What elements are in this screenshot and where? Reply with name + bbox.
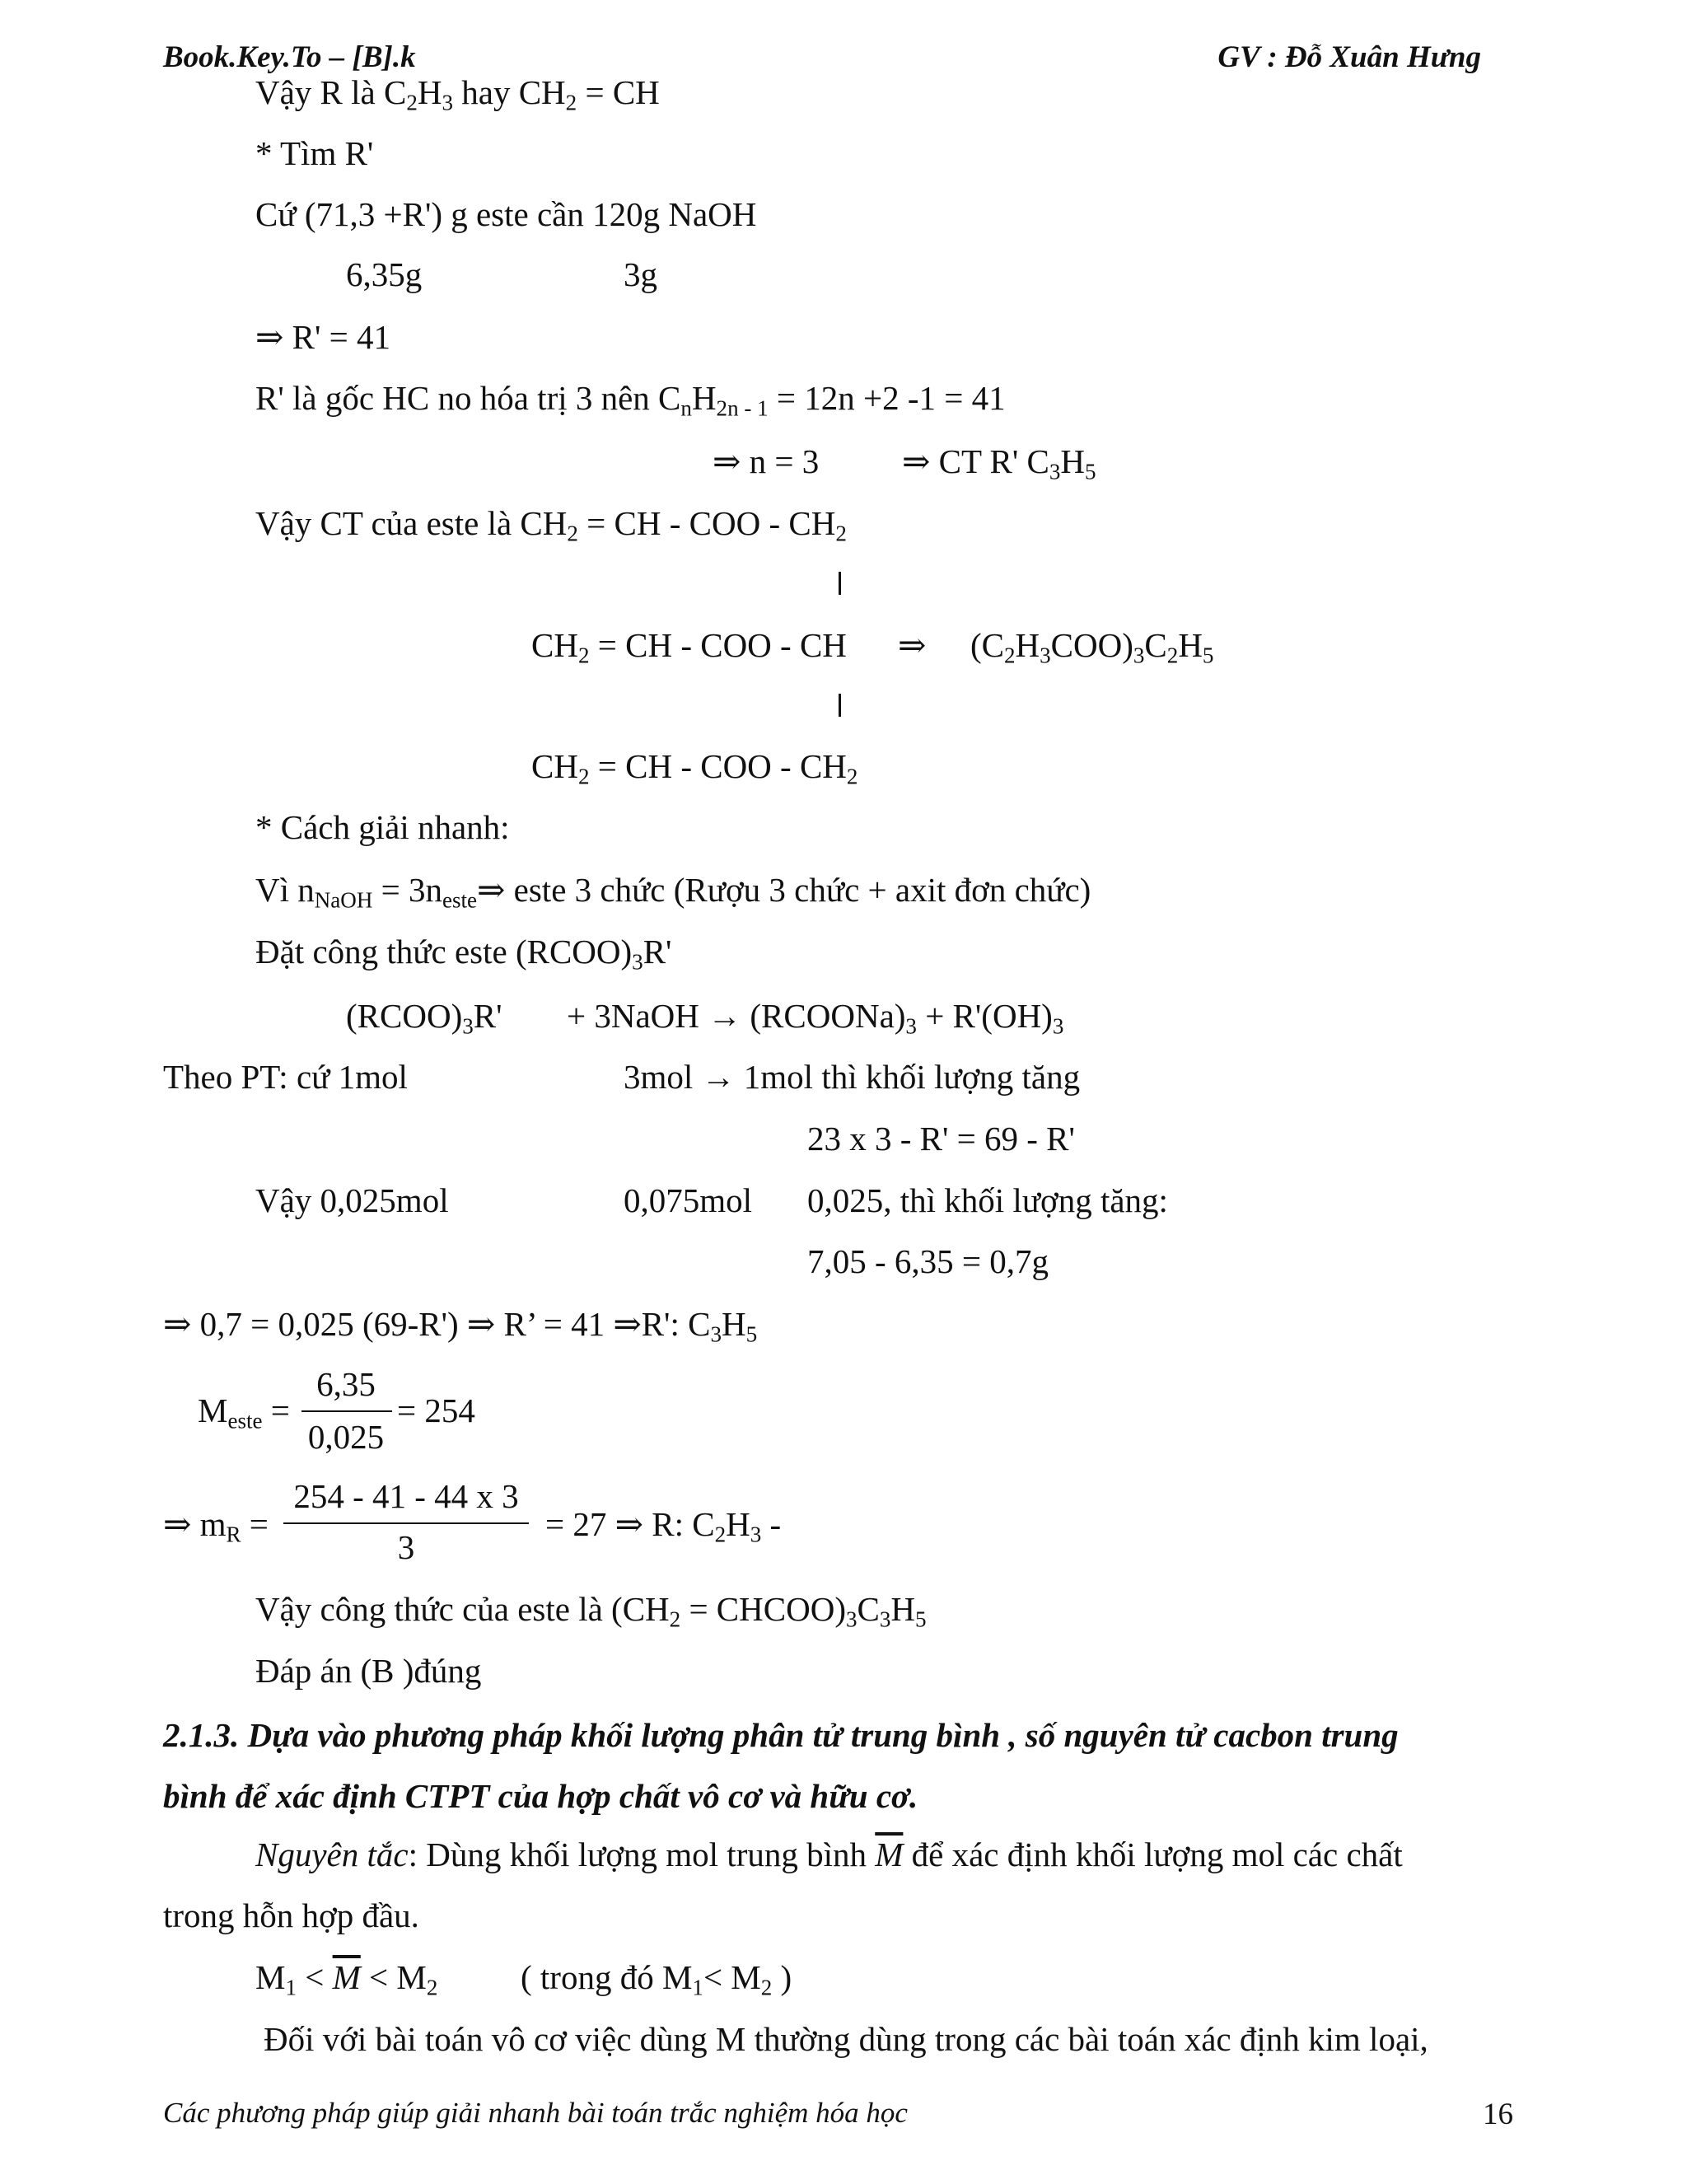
line-naoh-mol: 0,075mol xyxy=(624,1181,753,1219)
line-ester-structure-2: $CH_2$ = CH - COO - CH xyxy=(531,626,847,668)
m-ester-fraction-bar xyxy=(301,1410,392,1412)
line-increase-desc: 0,025, thì khối lượng tăng: xyxy=(807,1181,1168,1219)
line-final-formula: Vậy công thức của este là ($CH_2$ = $CHCOO)_3C_3H_5$ xyxy=(255,1590,927,1632)
section-heading-line-2: bình để xác định CTPT của hợp chất vô cơ và hữu cơ. xyxy=(163,1777,918,1815)
line-naoh-ratio: Vì $n_{NaOH}$ = $3n_{este}\Rightarrow$ este 3 chức (Rượu 3 chức + axit đơn chức) xyxy=(255,871,1091,913)
line-according-to-equation: Theo PT: cứ 1mol xyxy=(163,1058,408,1096)
line-r-prime-41: ⇒ R' = 41 xyxy=(255,318,390,356)
equation-reactant: $(RCOO)_3R'$ xyxy=(346,997,502,1039)
line-so-mol: Vậy 0,025mol xyxy=(255,1181,449,1219)
m-ester-denominator: 0,025 xyxy=(307,1418,385,1456)
inequality-note: ( trong đó $M_1< M_2$ ) xyxy=(521,1958,792,2000)
m-ester-label: $M_{este}$ = xyxy=(198,1391,290,1433)
ester-condensed-formula: $(C_2H_3COO)_3C_2H_5$ xyxy=(970,626,1214,668)
m-r-label: ⇒ $m_R$ = xyxy=(163,1505,269,1547)
line-r-prime-formula: R' là gốc HC no hóa trị 3 nên $C_nH_{2n - 1} = 12n +2$ -1 = 41 xyxy=(255,379,1006,421)
line-n-equals-3: ⇒ n = 3 xyxy=(713,442,820,480)
line-r-prime-result: ⇒ 0,7 = 0,025 (69-R') ⇒ R’ = 41 ⇒R': $C_3H_5$ xyxy=(163,1305,758,1347)
line-mass-increase: 3mol → 1mol thì khối lượng tăng xyxy=(624,1058,1081,1096)
header-right: GV : Đỗ Xuân Hưng xyxy=(1217,40,1481,74)
paragraph-inorganic: Đối với bài toán vô cơ việc dùng M thường dùng trong các bài toán xác định kim loại, xyxy=(264,2020,1428,2058)
m-r-result: = 27 ⇒ R: $C_2H_3$ - xyxy=(545,1505,782,1547)
section-heading-line-1: 2.1.3. Dựa vào phương pháp khối lượng phân tử trung bình , số nguyên tử cacbon trung xyxy=(163,1716,1399,1754)
line-r-is-c2h3: Vậy R là $C_2H_3$ hay $CH_2$ = CH xyxy=(255,73,660,115)
implies-arrow: ⇒ xyxy=(898,626,927,664)
m-ester-numerator: 6,35 xyxy=(316,1365,376,1403)
line-increase-calc: 7,05 - 6,35 = 0,7g xyxy=(807,1242,1049,1280)
footer-title: Các phương pháp giúp giải nhanh bài toán trắc nghiệm hóa học xyxy=(163,2097,908,2129)
line-increase-value: 23 x 3 - R' = 69 - R' xyxy=(807,1120,1075,1157)
bond-line-1 xyxy=(839,572,841,595)
m-r-denominator: 3 xyxy=(397,1528,415,1566)
line-ct-r-prime: ⇒ CT R' $C_3H_5$ xyxy=(902,442,1096,484)
line-mass-ester: 6,35g xyxy=(346,255,423,293)
header-left: Book.Key.To – [B].k xyxy=(163,40,416,74)
line-mass-naoh: 3g xyxy=(624,255,657,293)
principle-line-1: Nguyên tắc: Dùng khối lượng mol trung bình $\overline{M}$ để xác định khối lượng mol các chất xyxy=(255,1836,1403,1873)
inequality: $M_1 < \overline{M} < M_2$ xyxy=(255,1958,438,2000)
line-ester-structure-1: Vậy CT của este là $CH_2$ = CH - COO - $CH_2$ xyxy=(255,504,847,546)
equation-rest: + 3NaOH → $(RCOONa)_3 + R'(OH)_3$ xyxy=(567,997,1064,1039)
line-ester-structure-3: $CH_2$ = CH - COO - $CH_2$ xyxy=(531,747,858,789)
principle-line-2: trong hỗn hợp đầu. xyxy=(163,1896,419,1934)
page-number: 16 xyxy=(1483,2097,1513,2131)
line-answer: Đáp án (B )đúng xyxy=(255,1652,482,1690)
line-ratio: Cứ (71,3 +R') g este cần 120g NaOH xyxy=(255,195,757,233)
m-r-fraction-bar xyxy=(283,1522,529,1524)
m-ester-result: = 254 xyxy=(397,1391,475,1429)
m-r-numerator: 254 - 41 - 44 x 3 xyxy=(293,1477,519,1515)
line-find-r-prime: * Tìm R' xyxy=(255,134,374,172)
line-quick-method: * Cách giải nhanh: xyxy=(255,808,510,846)
bond-line-2 xyxy=(839,694,841,717)
line-set-formula: Đặt công thức este $(RCOO)_3R'$ xyxy=(255,933,672,975)
